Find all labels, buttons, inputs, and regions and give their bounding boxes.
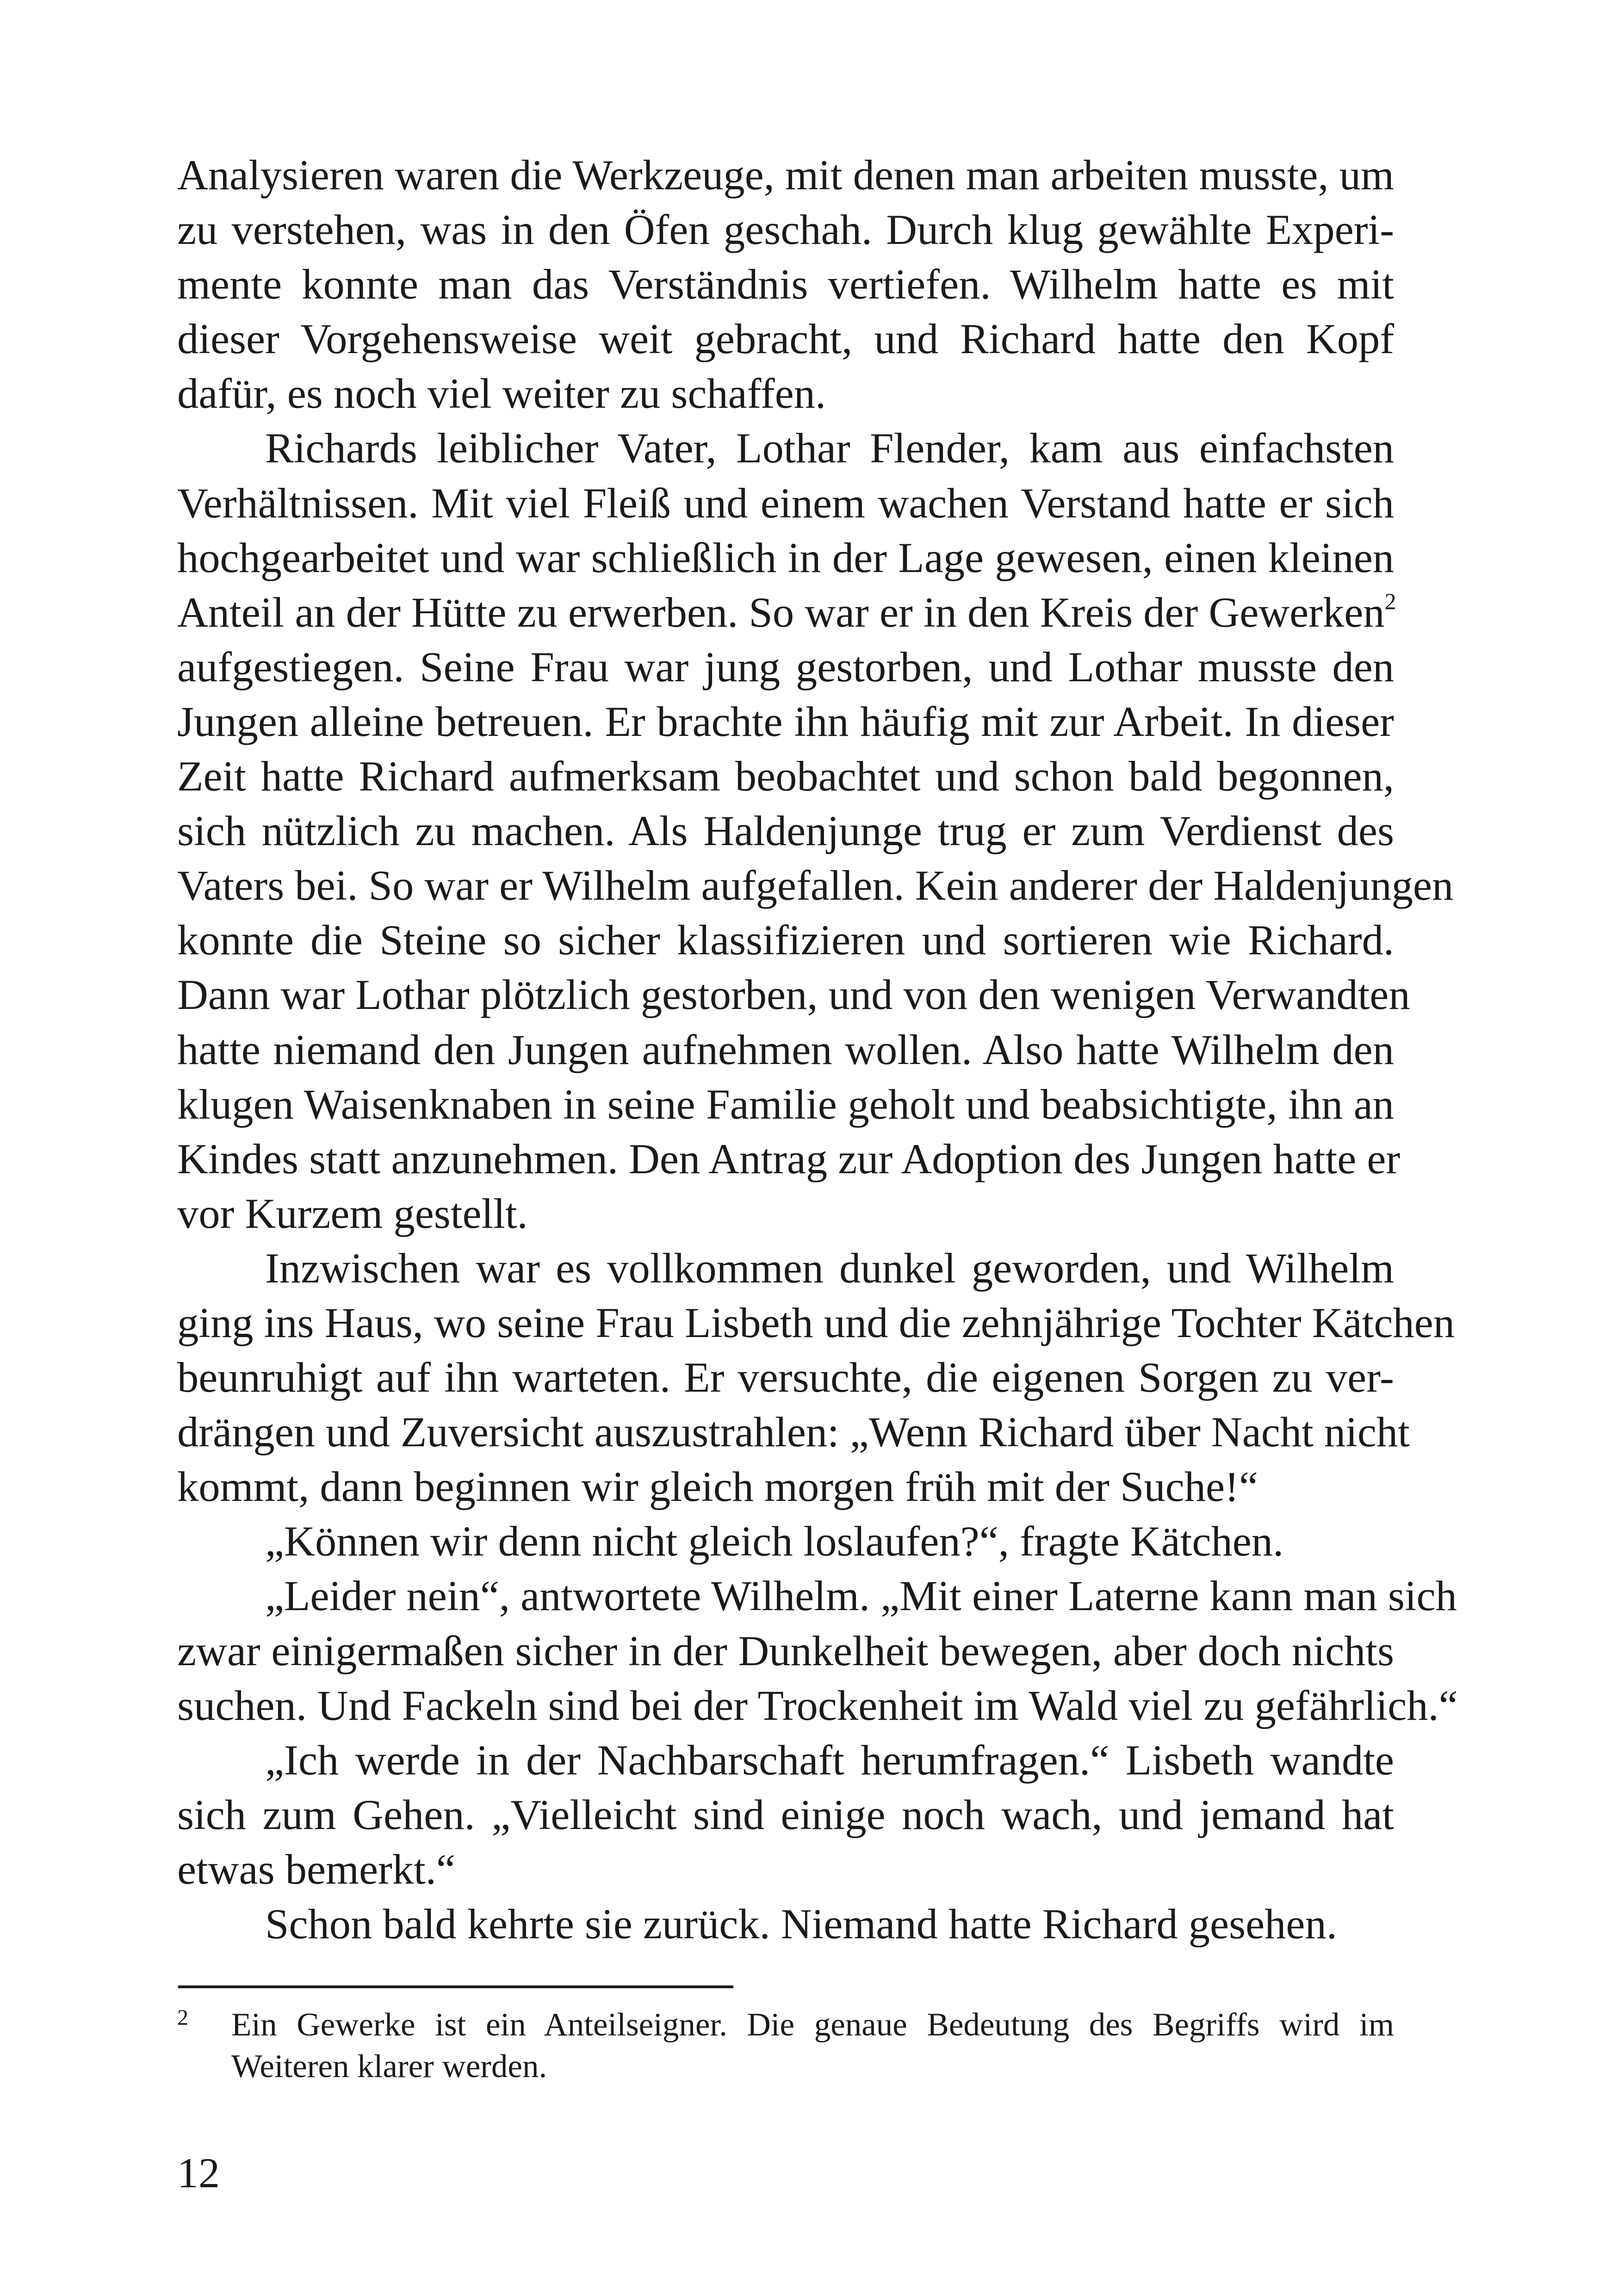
- text-line-with-footnote-ref: [177, 585, 1394, 640]
- body-text: [177, 148, 1458, 1952]
- footnote-number: 2: [177, 2005, 188, 2030]
- text-line: Vaters bei. So war er Wilhelm aufgefallen. Kein anderer der Haldenjungen: [177, 862, 1454, 910]
- paragraph-first-line: „Ich werde in der Nachbarschaft herumfragen.“ Lisbeth wandte: [265, 1736, 1394, 1784]
- text-line: beunruhigt auf ihn warteten. Er versuchte, die eigenen Sorgen zu ver-: [177, 1354, 1394, 1402]
- paragraph-first-line: Inzwischen war es vollkommen dunkel geworden, und Wilhelm: [265, 1244, 1394, 1292]
- text-line: drängen und Zuversicht auszustrahlen: „Wenn Richard über Nacht nicht: [177, 1409, 1410, 1456]
- text-line: dafür, es noch viel weiter zu schaffen.: [177, 370, 826, 418]
- text-line-content: Anteil an der Hütte zu erwerben. So war er in den Kreis der Gewerken: [177, 589, 1385, 636]
- text-line: klugen Waisenknaben in seine Familie geholt und beabsichtigte, ihn an: [177, 1081, 1394, 1128]
- paragraph-first-line: „Leider nein“, antwortete Wilhelm. „Mit einer Laterne kann man sich: [265, 1573, 1457, 1620]
- footnote-reference[interactable]: 2: [1384, 588, 1396, 614]
- text-line: Jungen alleine betreuen. Er brachte ihn häufig mit zur Arbeit. In dieser: [177, 698, 1394, 746]
- text-line: vor Kurzem gestellt.: [177, 1190, 528, 1238]
- paragraph-first-line: Richards leiblicher Vater, Lothar Flender, kam aus einfachsten: [265, 425, 1394, 473]
- text-line: mente konnte man das Verständnis vertiefen. Wilhelm hatte es mit: [177, 261, 1394, 309]
- text-line: Verhältnissen. Mit viel Fleiß und einem wachen Verstand hatte er sich: [177, 479, 1394, 527]
- text-line: Kindes statt anzunehmen. Den Antrag zur Adoption des Jungen hatte er: [177, 1135, 1401, 1183]
- footnote-body: [231, 2004, 1394, 2087]
- footnote: [177, 2004, 1394, 2087]
- text-line: kommt, dann beginnen wir gleich morgen früh mit der Suche!“: [177, 1463, 1258, 1511]
- footnote-line: Weiteren klarer werden.: [231, 2048, 547, 2084]
- paragraph-first-line: Schon bald kehrte sie zurück. Niemand hatte Richard gesehen.: [265, 1901, 1337, 1948]
- footnote-line: Ein Gewerke ist ein Anteilseigner. Die genaue Bedeutung des Begriffs wird im: [231, 2007, 1394, 2043]
- text-line: konnte die Steine so sicher klassifizieren und sortieren wie Richard.: [177, 917, 1394, 964]
- text-line: zu verstehen, was in den Öfen geschah. Durch klug gewählte Experi-: [177, 206, 1394, 254]
- footnote-separator: [178, 1985, 733, 1988]
- text-line: aufgestiegen. Seine Frau war jung gestorben, und Lothar musste den: [177, 643, 1394, 691]
- text-line: hochgearbeitet und war schließlich in der Lage gewesen, einen kleinen: [177, 534, 1394, 582]
- paragraph-first-line: „Können wir denn nicht gleich loslaufen?“, fragte Kätchen.: [265, 1518, 1284, 1566]
- text-line: Zeit hatte Richard aufmerksam beobachtet und schon bald begonnen,: [177, 753, 1394, 801]
- text-line: zwar einigermaßen sicher in der Dunkelheit bewegen, aber doch nichts: [177, 1627, 1394, 1675]
- text-line: hatte niemand den Jungen aufnehmen wollen. Also hatte Wilhelm den: [177, 1026, 1394, 1074]
- text-line: ging ins Haus, wo seine Frau Lisbeth und die zehnjährige Tochter Kätchen: [177, 1299, 1455, 1347]
- text-line: sich nützlich zu machen. Als Haldenjunge trug er zum Verdienst des: [177, 808, 1394, 855]
- text-line: Analysieren waren die Werkzeuge, mit denen man arbeiten musste, um: [177, 152, 1394, 199]
- text-line: sich zum Gehen. „Vielleicht sind einige noch wach, und jemand hat: [177, 1791, 1394, 1839]
- text-line: Dann war Lothar plötzlich gestorben, und von den wenigen Verwandten: [177, 971, 1410, 1019]
- text-line: suchen. Und Fackeln sind bei der Trockenheit im Wald viel zu gefährlich.“: [177, 1682, 1458, 1730]
- text-line: etwas bemerkt.“: [177, 1846, 455, 1893]
- page-number: 12: [177, 2149, 220, 2196]
- text-line: dieser Vorgehensweise weit gebracht, und Richard hatte den Kopf: [177, 316, 1394, 363]
